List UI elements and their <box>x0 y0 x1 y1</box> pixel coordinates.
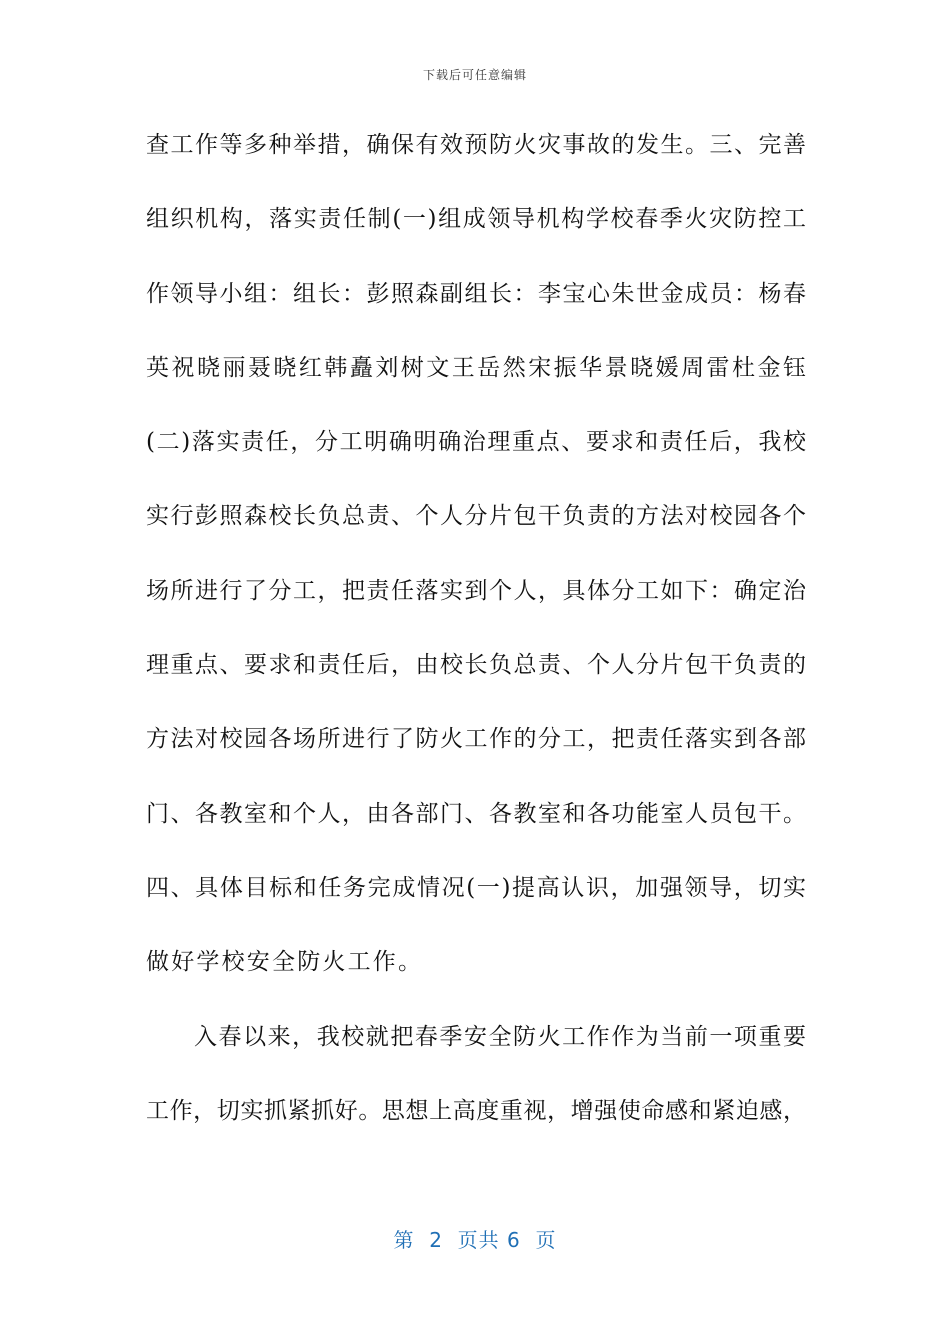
body-line: 工作，切实抓紧抓好。思想上高度重视，增强使命感和紧迫感， <box>146 1097 806 1124</box>
body-line: 场所进行了分工，把责任落实到个人，具体分工如下：确定治 <box>146 577 806 604</box>
page-header-note: 下载后可任意编辑 <box>422 68 527 82</box>
body-line: 查工作等多种举措，确保有效预防火灾事故的发生。三、完善 <box>146 132 806 158</box>
body-line: 门、各教室和个人，由各部门、各教室和各功能室人员包干。 <box>146 800 806 827</box>
body-line-paragraph-start: 入春以来，我校就把春季安全防火工作作为当前一项重要 <box>194 1023 806 1050</box>
body-line: 实行彭照森校长负总责、个人分片包干负责的方法对校园各个 <box>146 503 806 530</box>
body-line: (二)落实责任，分工明确明确治理重点、要求和责任后，我校 <box>146 429 806 456</box>
body-line: 做好学校安全防火工作。 <box>146 949 424 976</box>
body-line: 四、具体目标和任务完成情况(一)提高认识，加强领导，切实 <box>146 874 806 901</box>
body-line: 英祝晓丽聂晓红韩矗刘树文王岳然宋振华景晓媛周雷杜金钰 <box>146 354 806 381</box>
body-line: 方法对校园各场所进行了防火工作的分工，把责任落实到各部 <box>146 726 806 753</box>
body-line: 组织机构，落实责任制(一)组成领导机构学校春季火灾防控工 <box>146 206 806 233</box>
body-line: 作领导小组：组长：彭照森副组长：李宝心朱世金成员：杨春 <box>146 280 806 307</box>
document-body <box>146 122 806 1162</box>
body-line: 理重点、要求和责任后，由校长负总责、个人分片包干负责的 <box>146 652 806 679</box>
page-number-footer: 第 2 页共 6 页 <box>393 1228 557 1252</box>
